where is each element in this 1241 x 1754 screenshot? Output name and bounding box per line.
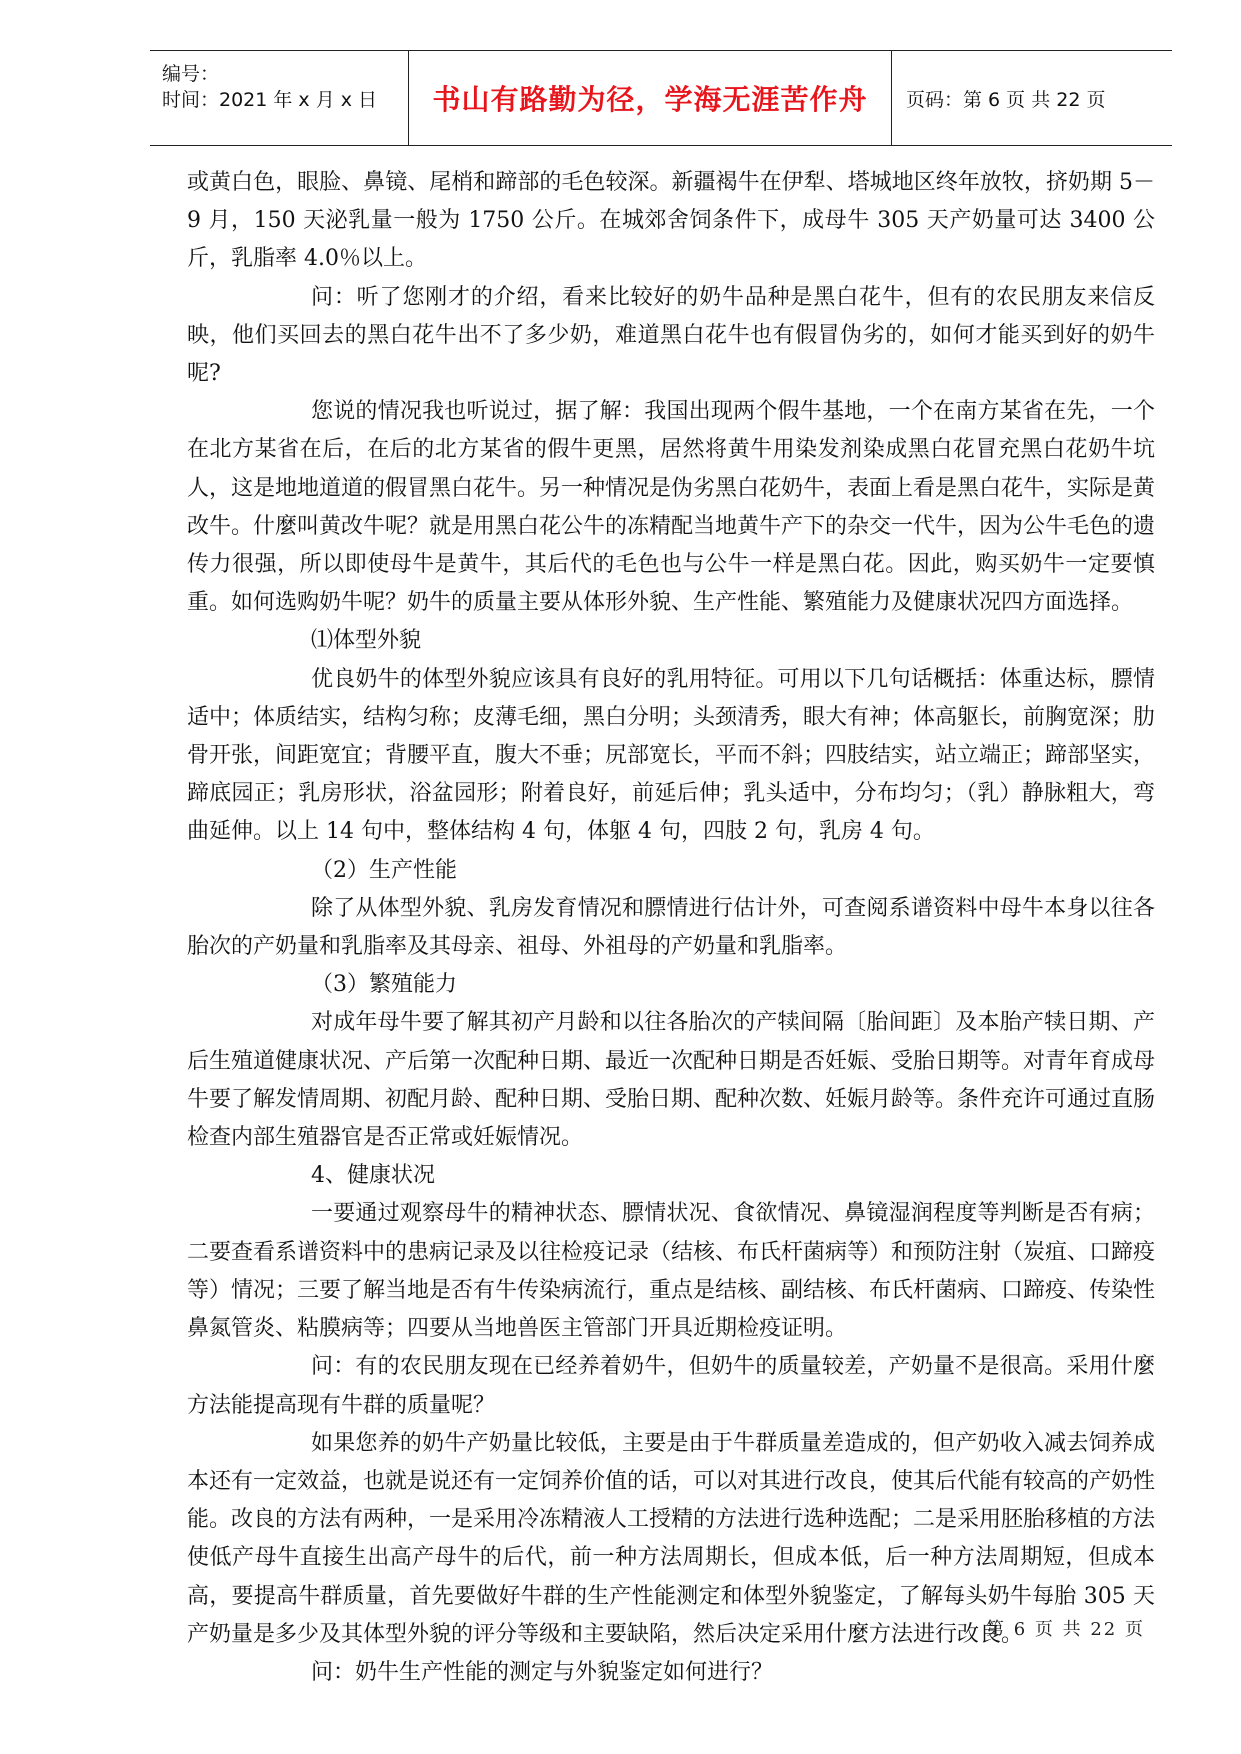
paragraph: 如果您养的奶牛产奶量比较低，主要是由于牛群质量差造成的，但产奶收入减去饲养成本还有一定效益，也就是说还有一定饲养价值的话，可以对其进行改良，使其后代能有较高的产奶性能。改良的方法有两种，一是采用冷冻精液人工授精的方法进行选种选配；二是采用胚胎移植的方法使低产母牛直接生出高产母牛的后代，前一种方法周期长，但成本低，后一种方法周期短，但成本高，要提高牛群质量，首先要做好牛群的生产性能测定和体型外貌鉴定，了解每头奶牛每胎 305 天产奶量是多少及其体型外貌的评分等级和主要缺陷，然后决定采用什麼方法进行改良。: [187, 1430, 1156, 1647]
paragraph: 问：听了您刚才的介绍，看来比较好的奶牛品种是黑白花牛，但有的农民朋友来信反映，他们买回去的黑白花牛出不了多少奶，难道黑白花牛也有假冒伪劣的，如何才能买到好的奶牛呢?: [187, 284, 1155, 387]
page-footer: 第 6 页 共 22 页: [986, 1619, 1145, 1640]
paragraph: 问：有的农民朋友现在已经养着奶牛，但奶牛的质量较差，产奶量不是很高。采用什麼方法能提高现有牛群的质量呢？: [187, 1354, 1155, 1418]
paragraph: 除了从体型外貌、乳房发育情况和膘情进行估计外，可查阅系谱资料中母牛本身以往各胎次的产奶量和乳脂率及其母亲、祖母、外祖母的产奶量和乳脂率。: [187, 895, 1155, 960]
paragraph: 一要通过观察母牛的精神状态、膘情状况、食欲情况、鼻镜湿润程度等判断是否有病；二要查看系谱资料中的患病记录及以往检疫记录（结核、布氏杆菌病等）和预防注射（炭疽、口蹄疫等）情况；三要了解当地是否有牛传染病流行，重点是结核、副结核、布氏杆菌病、口蹄疫、传染性鼻氮管炎、粘膜病等；四要从当地兽医主管部门开具近期检疫证明。: [187, 1201, 1156, 1342]
document-body: [187, 164, 1155, 1692]
document-number-label: 编号：: [162, 63, 220, 85]
header-meta: [150, 51, 408, 145]
section-heading: ⑴体型外貌: [311, 628, 422, 654]
document-time-label: 时间：2021 年 x 月 x 日: [162, 89, 378, 111]
header-motto-cell: [408, 51, 892, 145]
header-page-info: 页码：第 6 页 共 22 页: [906, 88, 1106, 111]
section-heading: 4、健康状况: [311, 1163, 435, 1189]
paragraph: 对成年母牛要了解其初产月龄和以往各胎次的产犊间隔〔胎间距〕及本胎产犊日期、产后生殖道健康状况、产后第一次配种日期、最近一次配种日期是否妊娠、受胎日期等。对青年育成母牛要了解发情周期、初配月龄、配种日期、受胎日期、配种次数、妊娠月龄等。条件充许可通过直肠检查内部生殖器官是否正常或妊娠情况。: [187, 1010, 1156, 1151]
paragraph: 问：奶牛生产性能的测定与外貌鉴定如何进行？: [311, 1659, 774, 1685]
section-heading: （3）繁殖能力: [311, 972, 457, 998]
paragraph: 您说的情况我也听说过，据了解：我国出现两个假牛基地，一个在南方某省在先，一个在北方某省在后，在后的北方某省的假牛更黑，居然将黄牛用染发剂染成黑白花冒充黑白花奶牛坑人，这是地地道道的假冒黑白花牛。另一种情况是伪劣黑白花奶牛，表面上看是黑白花牛，实际是黄改牛。什麼叫黄改牛呢？就是用黑白花公牛的冻精配当地黄牛产下的杂交一代牛，因为公牛毛色的遗传力很强，所以即使母牛是黄牛，其后代的毛色也与公牛一样是黑白花。因此，购买奶牛一定要慎重。如何选购奶牛呢？奶牛的质量主要从体形外貌、生产性能、繁殖能力及健康状况四方面选择。: [187, 399, 1156, 616]
header-motto: 书山有路勤为径，学海无涯苦作舟: [432, 83, 868, 116]
section-heading: （2）生产性能: [311, 857, 457, 883]
paragraph: 优良奶牛的体型外貌应该具有良好的乳用特征。可用以下几句话概括：体重达标，膘情适中；体质结实，结构匀称；皮薄毛细，黑白分明；头颈清秀，眼大有神；体高躯长，前胸宽深；肋骨开张，间距宽宜；背腰平直，腹大不垂；尻部宽长，平而不斜；四肢结实，站立端正；蹄部坚实，蹄底园正；乳房形状，浴盆园形；附着良好，前延后伸；乳头适中，分布均匀；（乳）静脉粗大，弯曲延伸。以上 14 句中，整体结构 4 句，体躯 4 句，四肢 2 句，乳房 4 句。: [187, 666, 1156, 845]
paragraph: 或黄白色，眼脸、鼻镜、尾梢和蹄部的毛色较深。新疆褐牛在伊犁、塔城地区终年放牧，挤奶期 5－9 月，150 天泌乳量一般为 1750 公斤。在城郊舍饲条件下，成母牛 305 天产奶量可达 3400 公斤，乳脂率 4.0％以上。: [187, 170, 1155, 272]
page-header: [150, 50, 1172, 146]
